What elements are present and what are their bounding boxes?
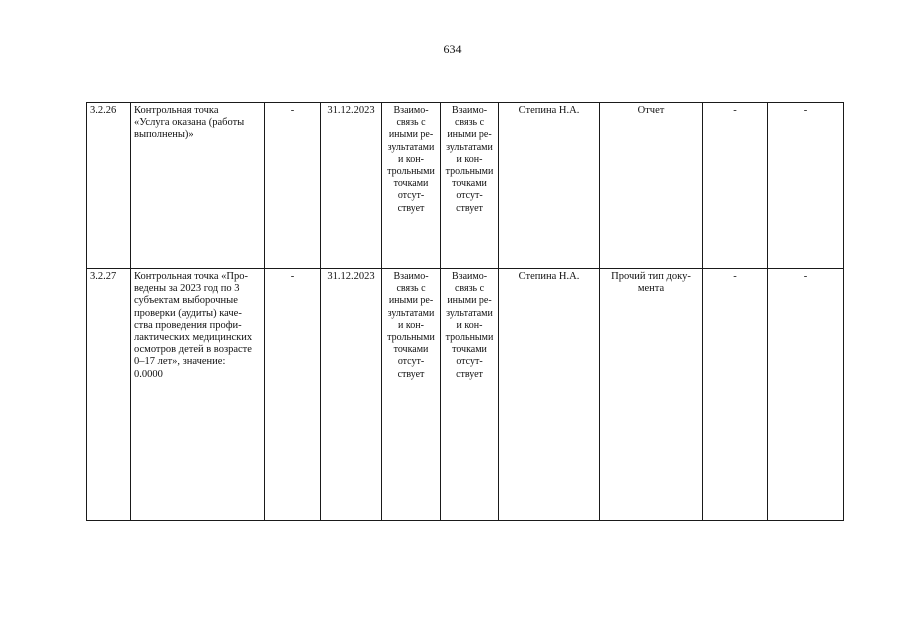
extra-cell-2 [768, 103, 844, 269]
page-number: 634 [443, 42, 462, 56]
item-name-line: Контрольная точка «Про- [134, 271, 248, 282]
item-name-line: «Услуга оказана (работы [134, 117, 245, 129]
relation-cell-2 [441, 103, 499, 269]
plan-table [86, 102, 844, 521]
relation-text-line: отсут- [456, 190, 483, 202]
extra-cell-1 [703, 269, 768, 521]
responsible-person: Степина Н.А. [518, 105, 580, 116]
item-name-line: Контрольная точка [134, 105, 219, 116]
relation-text-line: иными ре- [447, 295, 492, 307]
relation-text-line: Взаимо- [451, 271, 488, 282]
relation-text-line: и кон- [398, 319, 424, 331]
predecessor-value: - [290, 271, 295, 282]
item-name-line: проверки (аудиты) каче- [134, 307, 242, 319]
item-name-line: лактических медицинских [134, 332, 253, 344]
item-name-line: ведены за 2023 год по 3 [134, 283, 240, 295]
relation-text-line: ствует [456, 202, 483, 214]
item-number-cell [87, 269, 131, 521]
deadline-date: 31.12.2023 [327, 105, 375, 116]
relation-text-line: и кон- [456, 319, 483, 331]
item-name-line: 0.0000 [134, 368, 163, 380]
relation-text-line: точками [452, 178, 487, 190]
item-name-line: субъектам выборочные [134, 295, 238, 307]
relation-text-line: отсут- [397, 356, 425, 368]
extra-value-2: - [803, 271, 808, 282]
relation-text-line: ствует [456, 368, 483, 380]
relation-text-line: иными ре- [388, 129, 434, 141]
relation-text-line: трольными [387, 166, 435, 178]
relation-text-line: отсут- [397, 190, 425, 202]
relation-text-line: Взаимо- [451, 105, 488, 116]
deadline-date: 31.12.2023 [327, 271, 375, 282]
item-name-cell [131, 103, 265, 269]
item-number: 3.2.27 [90, 271, 117, 282]
relation-text-line: иными ре- [388, 295, 434, 307]
predecessor-value: - [290, 105, 295, 116]
table-row [87, 103, 844, 269]
table-body [87, 103, 844, 521]
predecessor-cell [265, 269, 321, 521]
relation-cell-1 [382, 269, 441, 521]
extra-cell-2 [768, 269, 844, 521]
deadline-cell [321, 269, 382, 521]
extra-value-1: - [733, 271, 737, 282]
relation-text-line: трольными [445, 166, 494, 178]
extra-value-1: - [733, 105, 737, 116]
relation-text-line: точками [452, 344, 487, 356]
relation-text-line: и кон- [456, 153, 483, 165]
item-number: 3.2.26 [90, 105, 117, 116]
responsible-cell [499, 269, 600, 521]
item-name-line: ства проведения профи- [134, 319, 242, 331]
relation-text-line: ствует [397, 202, 425, 214]
document-type-line: Прочий тип доку- [611, 271, 691, 282]
relation-text-line: связь с [396, 283, 426, 295]
relation-text-line: связь с [454, 283, 485, 295]
responsible-cell [499, 103, 600, 269]
relation-text-line: зультатами [446, 307, 493, 319]
relation-cell-2 [441, 269, 499, 521]
predecessor-cell [265, 103, 321, 269]
relation-cell-1 [382, 103, 441, 269]
document-type-line: Отчет [637, 105, 665, 116]
relation-text-line: связь с [454, 117, 485, 129]
item-name-line: 0–17 лет», значение: [134, 356, 226, 368]
relation-text-line: зультатами [387, 141, 435, 153]
item-number-cell [87, 103, 131, 269]
relation-text-line: отсут- [456, 356, 483, 368]
item-name-cell [131, 269, 265, 521]
relation-text-line: ствует [397, 368, 425, 380]
extra-value-2: - [803, 105, 808, 116]
relation-text-line: точками [393, 178, 429, 190]
item-name-line: выполнены)» [134, 129, 194, 141]
relation-text-line: Взаимо- [393, 105, 429, 116]
deadline-cell [321, 103, 382, 269]
document-type-cell [600, 103, 703, 269]
relation-text-line: иными ре- [447, 129, 492, 141]
relation-text-line: и кон- [398, 153, 424, 165]
document-type-line: мента [637, 283, 665, 295]
document-type-cell [600, 269, 703, 521]
relation-text-line: трольными [445, 332, 494, 344]
extra-cell-1 [703, 103, 768, 269]
responsible-person: Степина Н.А. [518, 271, 580, 282]
item-name-line: осмотров детей в возрасте [134, 344, 252, 356]
table-row [87, 269, 844, 521]
relation-text-line: зультатами [446, 141, 493, 153]
relation-text-line: точками [393, 344, 429, 356]
relation-text-line: связь с [396, 117, 426, 129]
relation-text-line: трольными [387, 332, 435, 344]
relation-text-line: зультатами [387, 307, 435, 319]
relation-text-line: Взаимо- [393, 271, 429, 282]
